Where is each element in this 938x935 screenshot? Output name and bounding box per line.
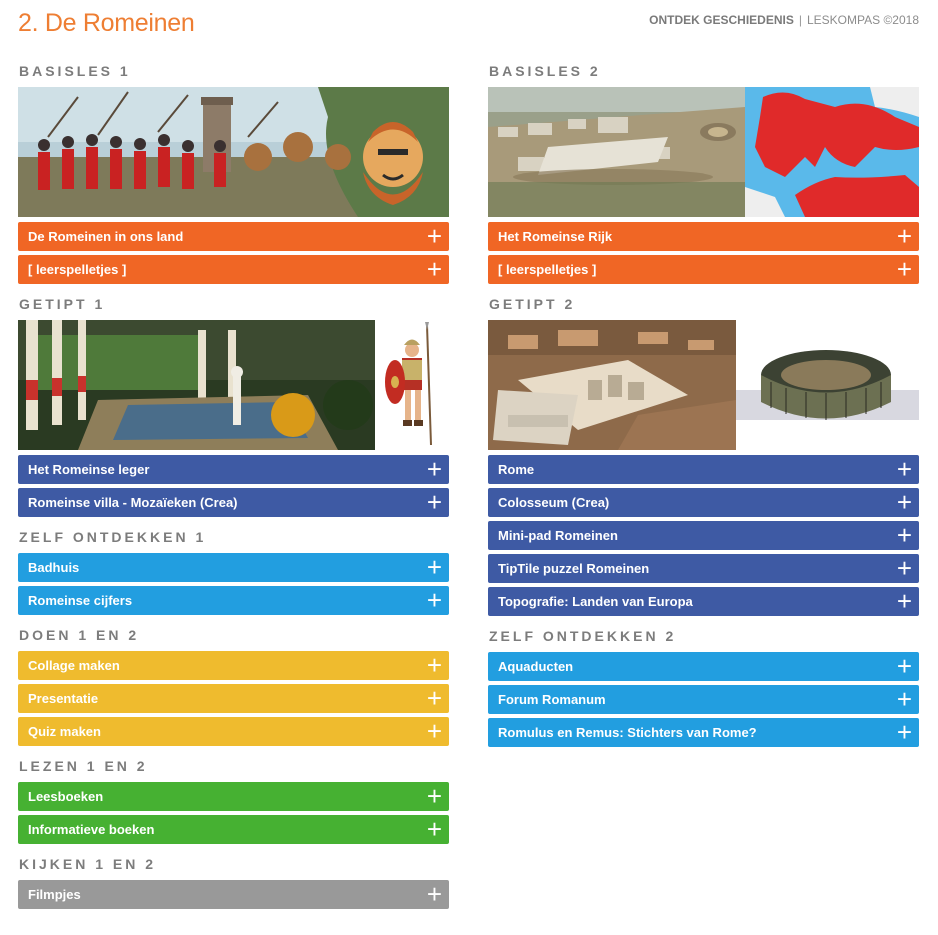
section-heading: LEZEN 1 EN 2 bbox=[19, 758, 148, 774]
section-heading: BASISLES 1 bbox=[19, 63, 131, 79]
plus-icon[interactable]: + bbox=[426, 584, 442, 615]
link-romeinse-rijk[interactable] bbox=[488, 222, 919, 251]
link-label: Forum Romanum bbox=[498, 692, 606, 707]
ancient-rome-city-image[interactable] bbox=[488, 87, 745, 217]
left-column bbox=[18, 63, 449, 913]
link-label: Presentatie bbox=[28, 691, 99, 706]
basisles1-image[interactable] bbox=[18, 87, 449, 217]
plus-icon[interactable]: + bbox=[426, 878, 442, 909]
link-leerspelletjes-1[interactable] bbox=[18, 255, 449, 284]
plus-icon[interactable]: + bbox=[426, 780, 442, 811]
section-heading: ZELF ONTDEKKEN 1 bbox=[19, 529, 207, 545]
link-tiptile-puzzel[interactable] bbox=[488, 554, 919, 583]
plus-icon[interactable]: + bbox=[896, 683, 912, 714]
link-label: Romeinse cijfers bbox=[28, 593, 133, 608]
link-topografie[interactable] bbox=[488, 587, 919, 616]
plus-icon[interactable]: + bbox=[426, 715, 442, 746]
section-heading: DOEN 1 EN 2 bbox=[19, 627, 140, 643]
battle-illustration-image[interactable] bbox=[18, 87, 449, 217]
plus-icon[interactable]: + bbox=[426, 453, 442, 484]
link-leesboeken[interactable] bbox=[18, 782, 449, 811]
link-romeinen-in-ons-land[interactable] bbox=[18, 222, 449, 251]
site-credits bbox=[649, 13, 919, 27]
plus-icon[interactable]: + bbox=[896, 486, 912, 517]
link-label: Filmpjes bbox=[28, 887, 81, 902]
link-badhuis[interactable] bbox=[18, 553, 449, 582]
plus-icon[interactable]: + bbox=[426, 253, 442, 284]
link-label: Aquaducten bbox=[498, 659, 574, 674]
link-label: Romeinse villa - Mozaïeken (Crea) bbox=[28, 495, 238, 510]
link-filmpjes[interactable] bbox=[18, 880, 449, 909]
link-label: Informatieve boeken bbox=[28, 822, 155, 837]
plus-icon[interactable]: + bbox=[426, 220, 442, 251]
link-label: Het Romeinse Rijk bbox=[498, 229, 613, 244]
getipt2-images bbox=[488, 320, 919, 450]
roman-soldier-image[interactable] bbox=[375, 320, 449, 450]
page-title: 2. De Romeinen bbox=[18, 9, 195, 37]
link-romulus-en-remus[interactable] bbox=[488, 718, 919, 747]
link-leerspelletjes-2[interactable] bbox=[488, 255, 919, 284]
link-informatieve-boeken[interactable] bbox=[18, 815, 449, 844]
section-heading: BASISLES 2 bbox=[489, 63, 601, 79]
plus-icon[interactable]: + bbox=[426, 551, 442, 582]
link-label: Romulus en Remus: Stichters van Rome? bbox=[498, 725, 757, 740]
section-heading: KIJKEN 1 EN 2 bbox=[19, 856, 157, 872]
colosseum-model-image[interactable] bbox=[736, 320, 919, 450]
link-romeinse-leger[interactable] bbox=[18, 455, 449, 484]
roman-empire-map-image[interactable] bbox=[745, 87, 919, 217]
plus-icon[interactable]: + bbox=[896, 453, 912, 484]
link-forum-romanum[interactable] bbox=[488, 685, 919, 714]
link-label: Rome bbox=[498, 462, 535, 477]
link-quiz-maken[interactable] bbox=[18, 717, 449, 746]
link-label: Colosseum (Crea) bbox=[498, 495, 610, 510]
link-label: Leesboeken bbox=[28, 789, 104, 804]
plus-icon[interactable]: + bbox=[896, 716, 912, 747]
section-heading: GETIPT 1 bbox=[19, 296, 106, 312]
link-label: Mini-pad Romeinen bbox=[498, 528, 618, 543]
plus-icon[interactable]: + bbox=[426, 813, 442, 844]
getipt1-images bbox=[18, 320, 449, 450]
link-label: De Romeinen in ons land bbox=[28, 229, 184, 244]
link-label: Het Romeinse leger bbox=[28, 462, 150, 477]
link-colosseum[interactable] bbox=[488, 488, 919, 517]
copyright-text: LESKOMPAS ©2018 bbox=[806, 13, 919, 27]
section-heading: ZELF ONTDEKKEN 2 bbox=[489, 628, 677, 644]
plus-icon[interactable]: + bbox=[896, 253, 912, 284]
link-label: TipTile puzzel Romeinen bbox=[498, 561, 650, 576]
plus-icon[interactable]: + bbox=[896, 220, 912, 251]
brand-link[interactable]: ONTDEK GESCHIEDENIS bbox=[649, 13, 794, 27]
rome-model-image[interactable] bbox=[488, 320, 736, 450]
link-romeinse-cijfers[interactable] bbox=[18, 586, 449, 615]
credits-separator: | bbox=[798, 13, 802, 27]
link-label: Collage maken bbox=[28, 658, 120, 673]
plus-icon[interactable]: + bbox=[896, 650, 912, 681]
link-label: Quiz maken bbox=[28, 724, 101, 739]
plus-icon[interactable]: + bbox=[896, 552, 912, 583]
link-mini-pad[interactable] bbox=[488, 521, 919, 550]
link-romeinse-villa[interactable] bbox=[18, 488, 449, 517]
link-label: Topografie: Landen van Europa bbox=[498, 594, 693, 609]
right-column bbox=[488, 63, 919, 751]
roman-villa-image[interactable] bbox=[18, 320, 375, 450]
link-presentatie[interactable] bbox=[18, 684, 449, 713]
basisles2-images bbox=[488, 87, 919, 217]
section-heading: GETIPT 2 bbox=[489, 296, 576, 312]
link-collage-maken[interactable] bbox=[18, 651, 449, 680]
link-aquaducten[interactable] bbox=[488, 652, 919, 681]
plus-icon[interactable]: + bbox=[896, 519, 912, 550]
link-label: Badhuis bbox=[28, 560, 80, 575]
link-label: [ leerspelletjes ] bbox=[498, 262, 597, 277]
link-rome[interactable] bbox=[488, 455, 919, 484]
plus-icon[interactable]: + bbox=[426, 486, 442, 517]
plus-icon[interactable]: + bbox=[426, 649, 442, 680]
link-label: [ leerspelletjes ] bbox=[28, 262, 127, 277]
plus-icon[interactable]: + bbox=[896, 585, 912, 616]
plus-icon[interactable]: + bbox=[426, 682, 442, 713]
